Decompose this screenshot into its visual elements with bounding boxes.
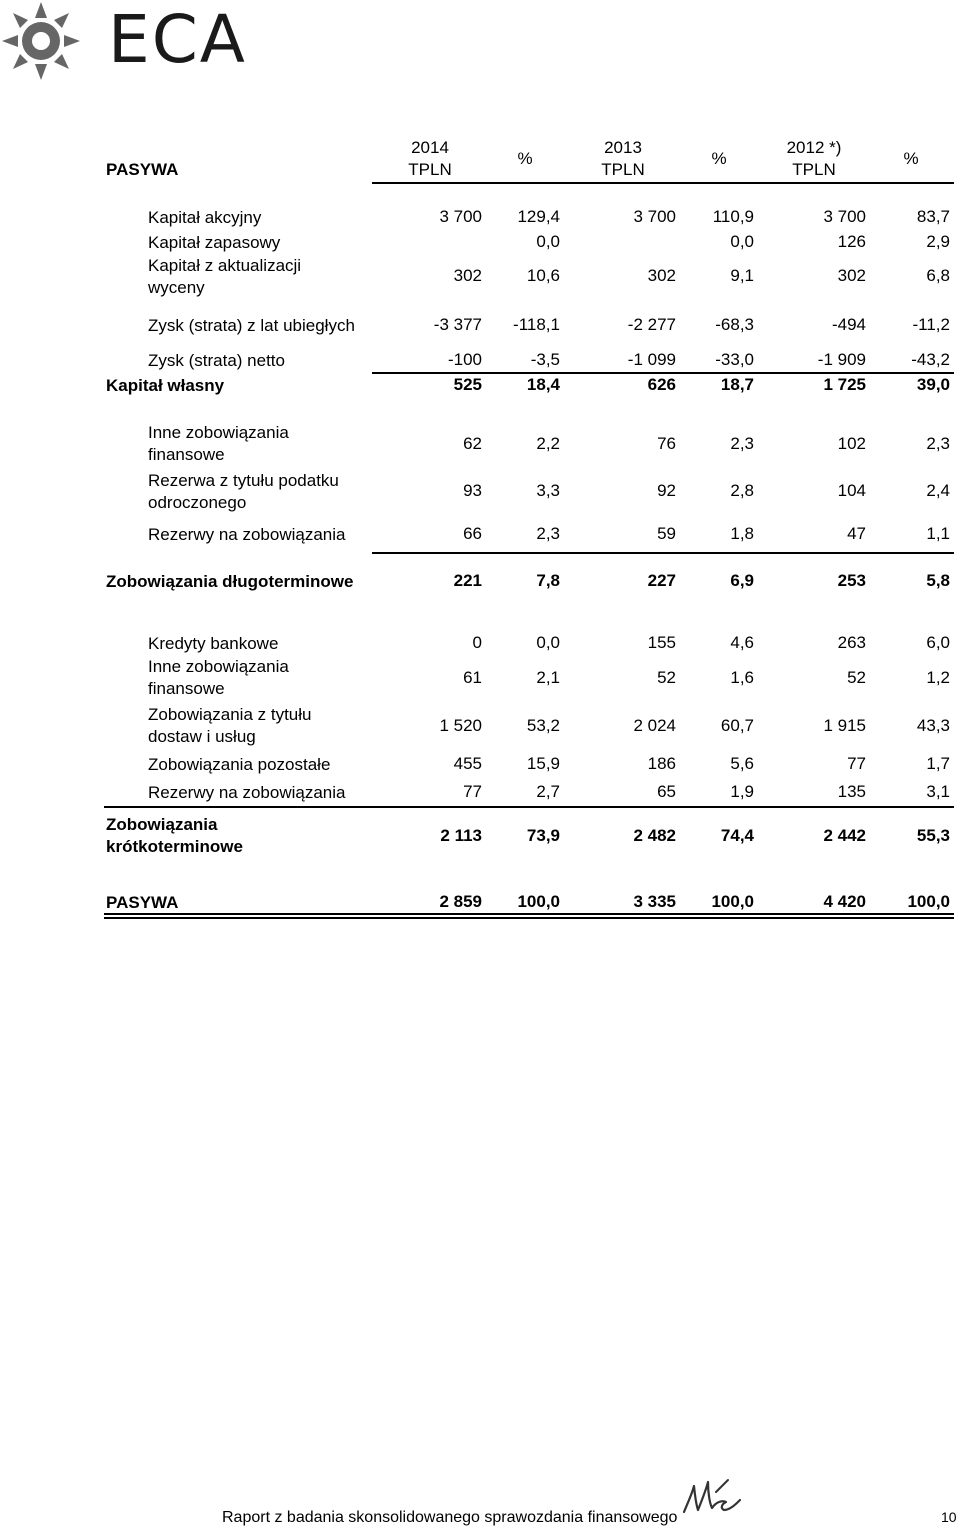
cell-2012: 3 700 [823, 207, 866, 226]
cell-2012: 77 [847, 754, 866, 773]
section-rule [104, 806, 954, 808]
cell-2014-pct: -3,5 [530, 350, 560, 369]
cell-2014: -3 377 [433, 315, 482, 334]
subtotal-rule [372, 552, 954, 554]
cell-2013: 155 [647, 633, 676, 652]
cell-2012-pct: 5,8 [926, 571, 950, 590]
cell-2014-pct: 7,8 [536, 571, 560, 590]
cell-2012: 2 442 [823, 826, 866, 845]
cell-2013-pct: 100,0 [711, 892, 754, 911]
cell-2013: 3 700 [633, 207, 676, 226]
column-year: 2014 [411, 138, 449, 157]
cell-2012-pct: 1,1 [926, 524, 950, 543]
column-header-pct: % [517, 149, 533, 168]
cell-2012: -1 909 [817, 350, 866, 369]
cell-2014-pct: 129,4 [517, 207, 560, 226]
cell-2014-pct: 3,3 [536, 481, 560, 500]
cell-2013-pct: 1,8 [730, 524, 754, 543]
cell-2013-pct: 6,9 [730, 571, 754, 590]
row-label: PASYWA [106, 893, 179, 912]
cell-2012-pct: 2,3 [926, 434, 950, 453]
cell-2012: 135 [837, 782, 866, 801]
cell-2014-pct: 2,7 [536, 782, 560, 801]
cell-2012-pct: 1,7 [926, 754, 950, 773]
cell-2012-pct: 83,7 [916, 207, 950, 226]
cell-2014: 2 859 [439, 892, 482, 911]
column-header-pct: % [903, 149, 919, 168]
row-label: Inne zobowiązania finansowe [148, 423, 289, 464]
cell-2014-pct: 10,6 [526, 266, 560, 285]
cell-2014: 2 113 [440, 826, 482, 845]
cell-2014: 221 [453, 571, 482, 590]
cell-2012-pct: 43,3 [916, 716, 950, 735]
cell-2013: 2 482 [633, 826, 676, 845]
table-title: PASYWA [106, 160, 179, 179]
cell-2014: 66 [463, 524, 482, 543]
cell-2013-pct: 74,4 [720, 826, 754, 845]
row-label: Rezerwy na zobowiązania [148, 783, 346, 802]
cell-2014: 525 [453, 375, 482, 394]
cell-2012: 4 420 [823, 892, 866, 911]
row-label: Kredyty bankowe [148, 634, 279, 653]
cell-2013-pct: 1,6 [730, 668, 754, 687]
row-label: Zobowiązania pozostałe [148, 755, 331, 774]
cell-2013-pct: 60,7 [720, 716, 754, 735]
cell-2012-pct: 6,8 [926, 266, 950, 285]
column-unit: TPLN [792, 160, 836, 179]
cell-2014-pct: 100,0 [517, 892, 560, 911]
cell-2014: 93 [463, 481, 482, 500]
cell-2014: 62 [463, 434, 482, 453]
row-label: Kapitał własny [106, 376, 225, 395]
cell-2013: -2 277 [627, 315, 676, 334]
row-label: Zobowiązania krótkoterminowe [106, 815, 243, 856]
cell-2012: 1 915 [823, 716, 866, 735]
column-year: 2013 [604, 138, 642, 157]
cell-2014-pct: 53,2 [526, 716, 560, 735]
logo-wordmark: ECA [108, 1, 247, 78]
eca-logo [0, 0, 247, 80]
cell-2014-pct: 73,9 [526, 826, 560, 845]
footer-caption: Raport z badania skonsolidowanego sprawozdania finansowego [222, 1509, 678, 1526]
cell-2014: 0 [472, 633, 482, 652]
cell-2014: 61 [463, 668, 482, 687]
cell-2013-pct: -68,3 [715, 315, 754, 334]
header-rule [372, 182, 954, 184]
cell-2012: 253 [837, 571, 866, 590]
cell-2013: 2 024 [633, 716, 676, 735]
row-label: Inne zobowiązania finansowe [148, 657, 289, 698]
row-label: Kapitał akcyjny [148, 208, 262, 227]
column-header-2014 [402, 137, 458, 181]
cell-2012: 263 [837, 633, 866, 652]
cell-2012-pct: 2,4 [926, 481, 950, 500]
cell-2012: 102 [837, 434, 866, 453]
cell-2013: 59 [657, 524, 676, 543]
cell-2014-pct: 18,4 [526, 375, 560, 394]
cell-2013-pct: 18,7 [720, 375, 754, 394]
cell-2012: 104 [837, 481, 866, 500]
cell-2013-pct: -33,0 [715, 350, 754, 369]
cell-2014: 302 [453, 266, 482, 285]
column-header-2013 [594, 137, 652, 181]
cell-2013-pct: 5,6 [730, 754, 754, 773]
subtotal-rule [372, 372, 954, 374]
cell-2012: 47 [847, 524, 866, 543]
row-label: Zysk (strata) z lat ubiegłych [148, 316, 355, 335]
cell-2013-pct: 110,9 [712, 207, 754, 226]
cell-2014: 3 700 [439, 207, 482, 226]
cell-2012-pct: -11,2 [912, 315, 950, 334]
cell-2012-pct: 3,1 [926, 782, 950, 801]
cell-2012: 302 [837, 266, 866, 285]
column-unit: TPLN [601, 160, 645, 179]
star-logo-icon [0, 0, 82, 82]
cell-2014-pct: 2,3 [536, 524, 560, 543]
total-rule-top [104, 913, 954, 915]
total-rule-bottom [104, 917, 954, 919]
cell-2014: 455 [453, 754, 482, 773]
cell-2012-pct: 2,9 [926, 232, 950, 251]
cell-2013: 302 [647, 266, 676, 285]
cell-2013-pct: 2,8 [730, 481, 754, 500]
cell-2014-pct: 15,9 [526, 754, 560, 773]
cell-2014: 1 520 [439, 716, 482, 735]
cell-2013: 92 [657, 481, 676, 500]
cell-2013-pct: 9,1 [730, 266, 754, 285]
cell-2014-pct: 0,0 [536, 232, 560, 251]
cell-2013: 227 [647, 571, 676, 590]
row-label: Kapitał z aktualizacji wyceny [148, 256, 302, 297]
cell-2014-pct: 2,2 [536, 434, 560, 453]
cell-2014: -100 [447, 350, 482, 369]
cell-2012: 126 [837, 232, 866, 251]
cell-2013-pct: 2,3 [730, 434, 754, 453]
cell-2013: 3 335 [633, 892, 676, 911]
cell-2014-pct: 2,1 [536, 668, 560, 687]
cell-2012: 1 725 [823, 375, 866, 394]
cell-2013: 65 [657, 782, 676, 801]
cell-2012-pct: 39,0 [916, 375, 950, 394]
cell-2014-pct: -118,1 [513, 315, 560, 334]
cell-2013: 186 [647, 754, 676, 773]
cell-2013: -1 099 [627, 350, 676, 369]
cell-2012: 52 [847, 668, 866, 687]
cell-2012-pct: 6,0 [926, 633, 950, 652]
column-header-pct: % [711, 149, 727, 168]
signature-icon [680, 1474, 744, 1524]
page-number: 10 [941, 1509, 957, 1525]
row-label: Zysk (strata) netto [148, 351, 285, 370]
cell-2013: 626 [647, 375, 676, 394]
cell-2013-pct: 4,6 [730, 633, 754, 652]
row-label: Zobowiązania długoterminowe [106, 572, 354, 591]
cell-2012-pct: -43,2 [911, 350, 950, 369]
cell-2013-pct: 1,9 [730, 782, 754, 801]
cell-2012: -494 [831, 315, 866, 334]
row-label: Zobowiązania z tytułu dostaw i usług [148, 705, 312, 746]
cell-2014-pct: 0,0 [536, 633, 560, 652]
cell-2013: 76 [657, 434, 676, 453]
cell-2012-pct: 100,0 [907, 892, 950, 911]
column-year: 2012 *) [786, 138, 842, 157]
cell-2013-pct: 0,0 [730, 232, 754, 251]
cell-2012-pct: 55,3 [916, 826, 950, 845]
column-unit: TPLN [408, 160, 452, 179]
row-label: Kapitał zapasowy [148, 233, 281, 252]
cell-2013: 52 [657, 668, 676, 687]
column-header-2012 [776, 137, 852, 181]
cell-2012-pct: 1,2 [926, 668, 950, 687]
row-label: Rezerwa z tytułu podatku odroczonego [148, 471, 339, 512]
cell-2014: 77 [463, 782, 482, 801]
row-label: Rezerwy na zobowiązania [148, 525, 346, 544]
